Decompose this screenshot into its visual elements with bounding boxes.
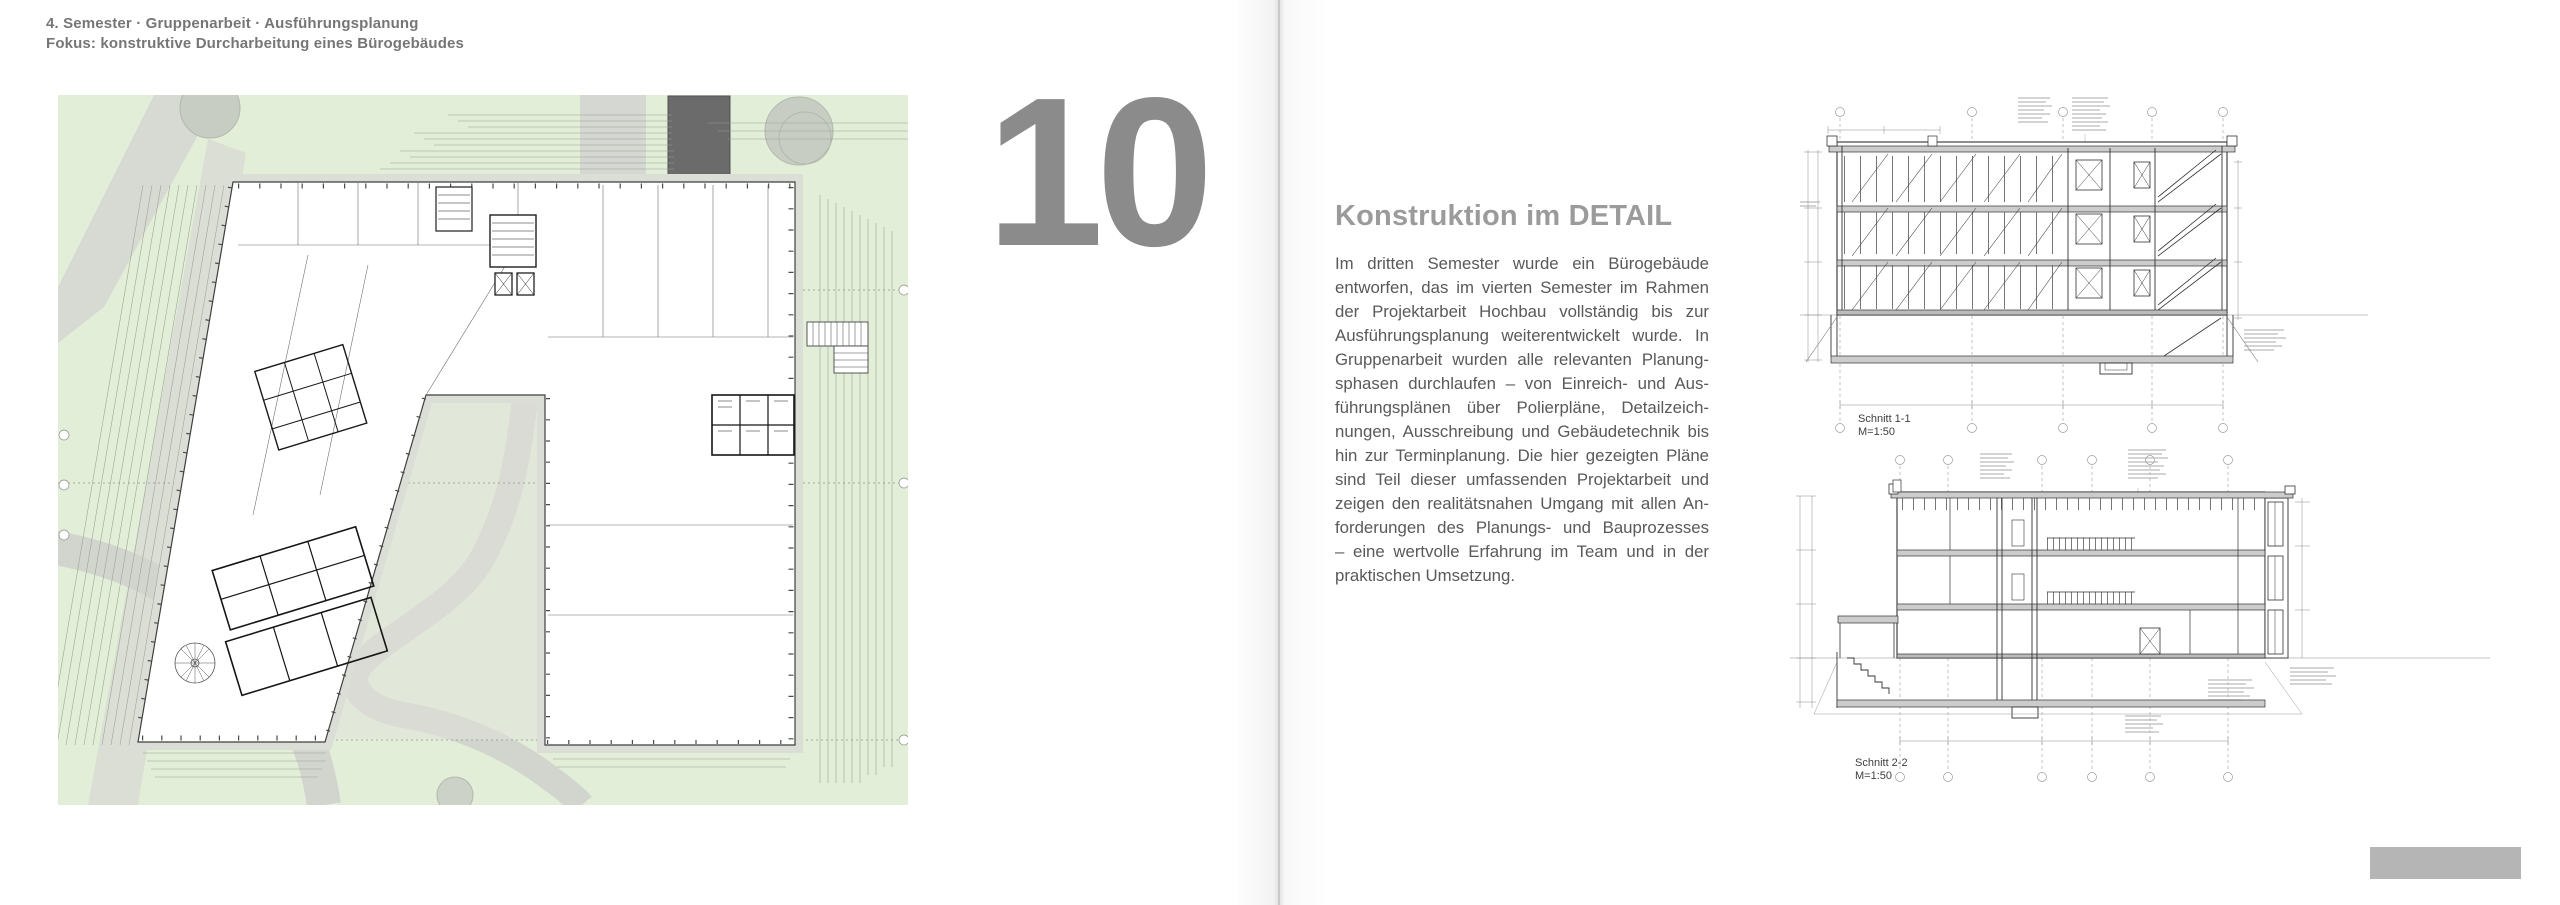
chapter-number: 10 bbox=[986, 53, 1206, 290]
page-title: Konstruktion im DETAIL bbox=[1335, 200, 1673, 232]
paragraph-line: sphasen durchlaufen – von Einreich- und Aus- bbox=[1335, 374, 1709, 393]
building-section bbox=[1814, 480, 2302, 718]
paragraph-line: Ausführungsplanung weiterentwickelt wurde. In bbox=[1335, 326, 1709, 345]
page-header bbox=[46, 14, 464, 53]
paragraph-line: praktischen Umsetzung. bbox=[1335, 566, 1516, 585]
paragraph-line: sind Teil dieser umfassenden Projektarbeit und bbox=[1335, 470, 1709, 489]
section-drawing-1 bbox=[1800, 90, 2370, 445]
paragraph-line: Gruppenarbeit wurden alle relevanten Planung- bbox=[1335, 350, 1709, 369]
paragraph-line: führungsplänen über Polierpläne, Detailzeich- bbox=[1335, 398, 1709, 417]
right-bay-windows bbox=[2268, 502, 2283, 654]
plan-wc-block bbox=[712, 395, 794, 455]
paragraph-line: Im dritten Semester wurde ein Bürogebäude bbox=[1335, 254, 1709, 273]
floor-plan-drawing bbox=[58, 95, 908, 805]
page-corner-tab bbox=[2370, 847, 2521, 879]
entry-canopy bbox=[1838, 616, 1898, 623]
section-1-label: Schnitt 1-1 M=1:50 bbox=[1858, 413, 1911, 438]
page-gutter-line bbox=[1278, 0, 1280, 905]
paragraph-line: – eine wertvolle Erfahrung im Team und in der bbox=[1335, 542, 1709, 561]
paragraph-line: forderungen des Planungs- und Bauprozesses bbox=[1335, 518, 1709, 537]
paragraph-line: der Projektarbeit Hochbau vollständig bis zur bbox=[1335, 302, 1709, 321]
plan-dark-block bbox=[668, 96, 730, 181]
paragraph-line: nungen, Ausschreibung und Gebäudetechnik bis bbox=[1335, 422, 1709, 441]
entry-stair-steps bbox=[1847, 658, 1889, 694]
building-section bbox=[1806, 136, 2258, 374]
paragraph-line: zeigen den realitätsnahen Umgang mit allen An- bbox=[1335, 494, 1709, 513]
section-drawing-2 bbox=[1790, 440, 2490, 800]
section-2-label: Schnitt 2-2 M=1:50 bbox=[1855, 757, 1908, 782]
paragraph-line: hin zur Terminplanung. Die hier gezeigten Pläne bbox=[1335, 446, 1709, 465]
body-paragraph bbox=[1335, 252, 1709, 588]
paragraph-line: entworfen, das im vierten Semester im Rahmen bbox=[1335, 278, 1709, 297]
plan-spiral-stair bbox=[175, 643, 215, 683]
header-line-2: Fokus: konstruktive Durcharbeitung eines Bürogebäudes bbox=[46, 34, 465, 52]
header-line-1: 4. Semester · Gruppenarbeit · Ausführungsplanung bbox=[46, 15, 419, 32]
